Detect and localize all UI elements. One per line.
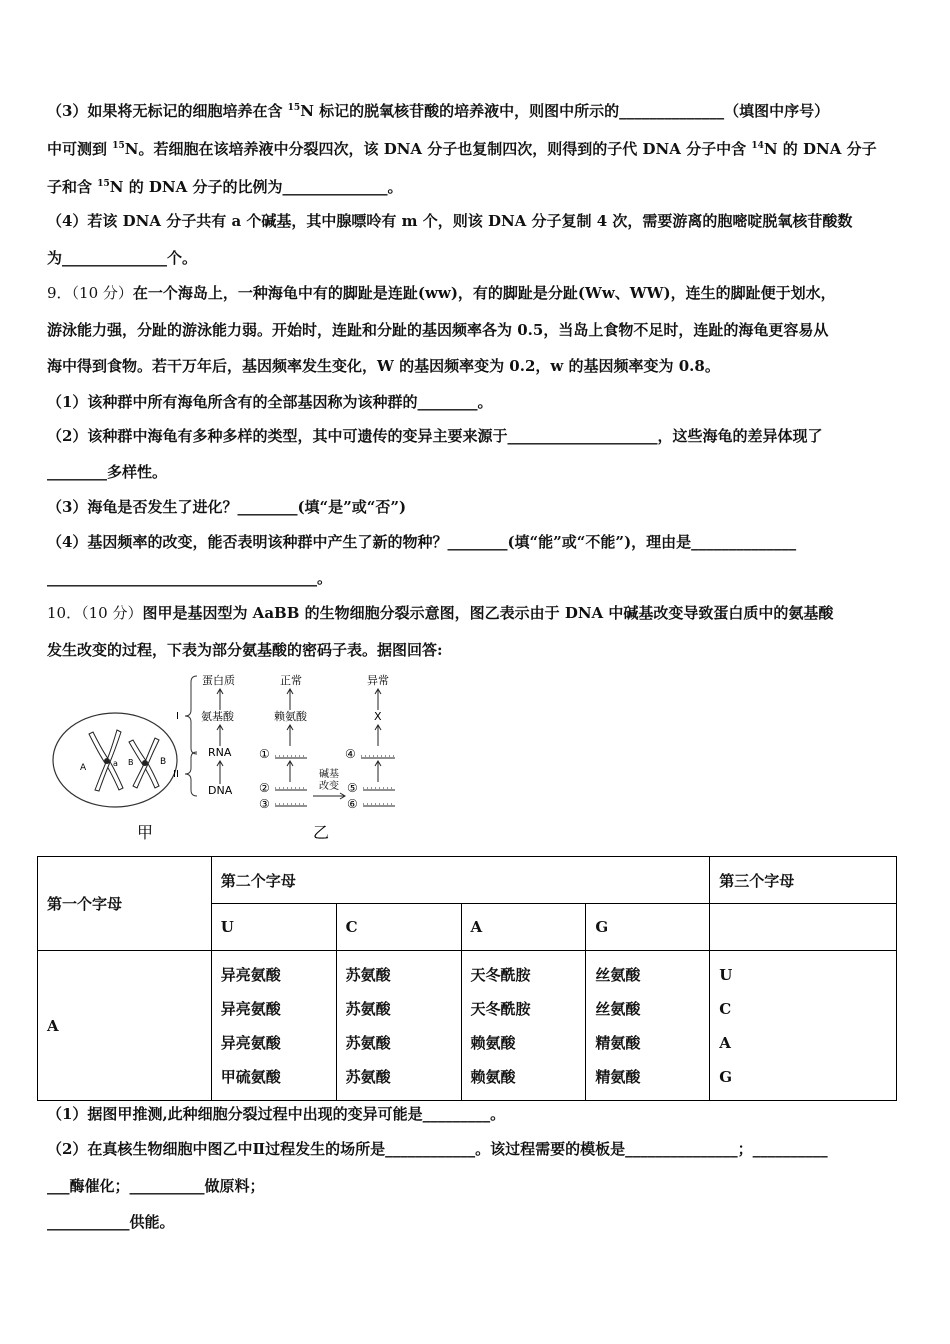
label-normal: 正常 xyxy=(280,674,302,687)
question-number: 9．（10 分） xyxy=(47,284,133,302)
column-a xyxy=(461,951,586,1101)
q9-sub4-line2: ____________________________________。 xyxy=(47,569,333,587)
answer-blank[interactable]: ________ xyxy=(237,498,298,516)
answer-blank[interactable]: _______________ xyxy=(625,1140,738,1158)
label-amino-acid: 氨基酸 xyxy=(201,710,234,723)
figure-label-jia: 甲 xyxy=(137,823,154,842)
column-g xyxy=(586,951,710,1101)
first-letter-a: A xyxy=(38,951,212,1101)
q9-sub2-line1: （2）该种群中海龟有多种多样的类型，其中可遗传的变异主要来源于____________________，这些海龟的差异体现了 xyxy=(47,427,823,445)
label-x: X xyxy=(374,710,382,723)
brace-i xyxy=(185,676,197,796)
strand-2: ② xyxy=(259,781,270,795)
arrows-normal xyxy=(287,689,293,782)
column-third xyxy=(710,951,897,1101)
amino-acid: 异亮氨酸 xyxy=(220,965,281,984)
base-change-label: 碱基 xyxy=(319,769,339,780)
second-letter-g: G xyxy=(586,904,710,951)
answer-blank[interactable]: __________ xyxy=(129,1177,205,1195)
amino-acid: 甲硫氨酸 xyxy=(220,1067,281,1086)
header-third-letter: 第三个字母 xyxy=(710,857,897,904)
q10-line2: 发生改变的过程，下表为部分氨基酸的密码子表。据图回答: xyxy=(47,641,443,659)
q9-line2: 游泳能力强，分趾的游泳能力弱。开始时，连趾和分趾的基因频率各为 0.5，当岛上食物不足时，连趾的海龟更容易从 xyxy=(47,321,829,339)
answer-blank[interactable]: ____________________________________ xyxy=(47,569,317,587)
q9-line3: 海中得到食物。若干万年后，基因频率发生变化，W 的基因频率变为 0.2，w 的基因频率变为 0.8。 xyxy=(47,357,720,375)
answer-blank[interactable]: __________ xyxy=(752,1140,828,1158)
second-letter-c: C xyxy=(336,904,461,951)
q10-sub2-line1: （2）在真核生物细胞中图乙中Ⅱ过程发生的场所是____________。该过程需要的模板是_______________；__________ xyxy=(47,1140,828,1158)
q9-sub2-line2: ________多样性。 xyxy=(47,463,168,481)
figure-jia-yi xyxy=(45,670,405,845)
q8-part3-line3: 子和含 $^{15}$N 的 DNA 分子的比例为______________。 xyxy=(47,178,403,196)
answer-blank[interactable]: ___________ xyxy=(47,1213,130,1231)
amino-acid: 赖氨酸 xyxy=(470,1033,516,1052)
column-c xyxy=(336,951,461,1101)
allele-B: B xyxy=(128,758,134,767)
base-change-arrow xyxy=(313,793,345,799)
strand-5: ⑤ xyxy=(347,781,358,795)
q8-part3-line1: （3）如果将无标记的细胞培养在含 $^{15}$N 标记的脱氧核苷酸的培养液中，则图中所示的______________（填图中序号） xyxy=(47,102,830,120)
amino-acid: 天冬酰胺 xyxy=(470,965,531,984)
q9-sub1: （1）该种群中所有海龟所含有的全部基因称为该种群的________。 xyxy=(47,393,493,411)
codon-table xyxy=(37,856,897,1101)
label-rna: RNA xyxy=(208,746,232,759)
label-protein: 蛋白质 xyxy=(202,674,235,687)
label-lysine: 赖氨酸 xyxy=(274,710,307,723)
q10-line1: 10．（10 分）图甲是基因型为 AaBB 的生物细胞分裂示意图，图乙表示由于 DNA 中碱基改变导致蛋白质中的氨基酸 xyxy=(47,604,834,622)
third-letter: G xyxy=(719,1067,733,1086)
third-letter: C xyxy=(719,999,732,1018)
answer-blank[interactable]: ________ xyxy=(47,463,107,481)
strand-3: ③ xyxy=(259,797,270,811)
arrows-abnormal xyxy=(375,689,381,782)
answer-blank[interactable]: ____________________ xyxy=(507,427,658,445)
allele-A: A xyxy=(80,763,87,773)
amino-acid: 苏氨酸 xyxy=(345,999,391,1018)
answer-blank[interactable]: ___ xyxy=(47,1177,70,1195)
label-abnormal: 异常 xyxy=(367,674,389,687)
third-letter: A xyxy=(719,1033,731,1052)
strand-6: ⑥ xyxy=(347,797,358,811)
answer-blank[interactable]: ______________ xyxy=(62,249,168,267)
question-number: 10．（10 分） xyxy=(47,604,143,622)
arrows-left xyxy=(217,689,223,784)
answer-blank[interactable]: ________ xyxy=(447,533,508,551)
q8-part4-line1: （4）若该 DNA 分子共有 a 个碱基，其中腺嘌呤有 m 个，则该 DNA 分子复制 4 次，需要游离的胞嘧啶脱氧核苷酸数 xyxy=(47,212,853,230)
header-second-letter: 第二个字母 xyxy=(211,857,709,904)
amino-acid: 苏氨酸 xyxy=(345,1067,391,1086)
header-first-letter: 第一个字母 xyxy=(38,857,212,951)
q8-part3-line2: 中可测到 $^{15}$N。若细胞在该培养液中分裂四次，该 DNA 分子也复制四次，则得到的子代 DNA 分子中含 $^{14}$N 的 DNA 分子 xyxy=(47,140,877,158)
q9-line1: 9．（10 分）在一个海岛上，一种海龟中有的脚趾是连趾(ww)，有的脚趾是分趾(Ww、WW)，连生的脚趾便于划水， xyxy=(47,284,836,302)
label-dna: DNA xyxy=(208,784,233,797)
answer-blank[interactable]: ______________ xyxy=(691,533,797,551)
amino-acid: 丝氨酸 xyxy=(595,965,641,984)
answer-blank[interactable]: _________ xyxy=(422,1105,491,1123)
amino-acid: 异亮氨酸 xyxy=(220,999,281,1018)
q9-sub4-line1: （4）基因频率的改变，能否表明该种群中产生了新的物种？________(填“能”或“不能”)，理由是______________ xyxy=(47,533,797,551)
roman-ii: II xyxy=(173,769,179,780)
amino-acid: 苏氨酸 xyxy=(345,965,391,984)
answer-blank[interactable]: ______________ xyxy=(619,102,725,120)
second-letter-a: A xyxy=(461,904,586,951)
strand-1: ① xyxy=(259,747,270,761)
answer-blank[interactable]: ____________ xyxy=(385,1140,476,1158)
amino-acid: 精氨酸 xyxy=(595,1033,641,1052)
base-change-label: 改变 xyxy=(319,781,339,792)
amino-acid: 苏氨酸 xyxy=(345,1033,391,1052)
roman-i: I xyxy=(176,711,179,722)
chromosome-right xyxy=(129,738,159,788)
q9-sub3: （3）海龟是否发生了进化？________(填“是”或“否”) xyxy=(47,498,407,516)
q10-sub1: （1）据图甲推测,此种细胞分裂过程中出现的变异可能是_________。 xyxy=(47,1105,506,1123)
second-letter-u: U xyxy=(211,904,336,951)
answer-blank[interactable]: ________ xyxy=(417,393,478,411)
strand-4: ④ xyxy=(345,747,356,761)
allele-a: a xyxy=(113,759,118,768)
empty-cell xyxy=(710,904,897,951)
amino-acid: 丝氨酸 xyxy=(595,999,641,1018)
amino-acid: 天冬酰胺 xyxy=(470,999,531,1018)
amino-acid: 精氨酸 xyxy=(595,1067,641,1086)
third-letter: U xyxy=(719,965,733,984)
q10-sub2-line2: ___酶催化；__________做原料； xyxy=(47,1177,265,1195)
amino-acid: 异亮氨酸 xyxy=(220,1033,281,1052)
allele-B: B xyxy=(160,757,167,767)
column-u xyxy=(211,951,336,1101)
amino-acid: 赖氨酸 xyxy=(470,1067,516,1086)
q8-part4-line2: 为______________个。 xyxy=(47,249,198,267)
figure-label-yi: 乙 xyxy=(313,823,330,842)
answer-blank[interactable]: ______________ xyxy=(282,178,388,196)
q10-sub2-line3: ___________供能。 xyxy=(47,1213,175,1231)
